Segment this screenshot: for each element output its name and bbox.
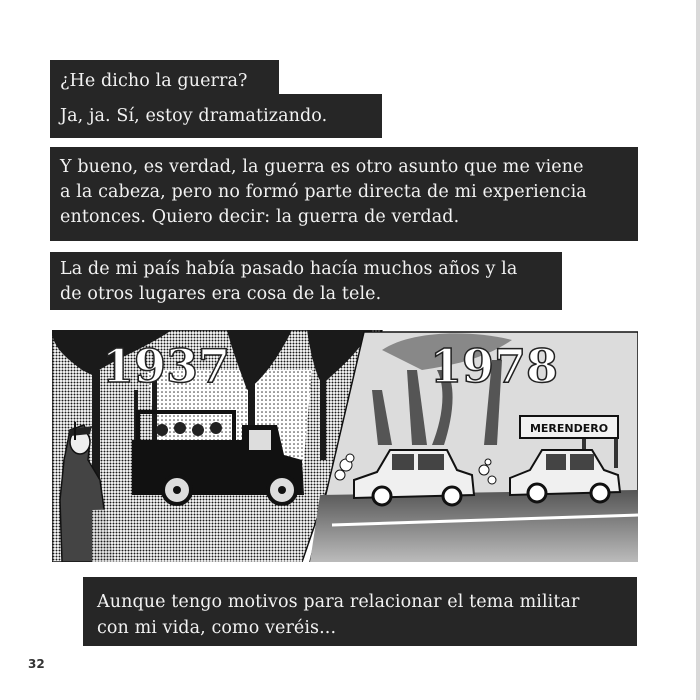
page-edge: [696, 0, 700, 700]
page-number: 32: [28, 657, 45, 671]
caption-box-2: [50, 94, 382, 138]
sign-text: MERENDERO: [529, 422, 609, 435]
caption-text: ¿He dicho la guerra?: [60, 71, 248, 91]
caption-text: Ja, ja. Sí, estoy dramatizando.: [60, 106, 328, 126]
year-1978: 1978: [430, 339, 559, 393]
caption-line: entonces. Quiero decir: la guerra de verdad.: [60, 207, 460, 227]
caption-box-3: [50, 147, 638, 241]
year-1937: 1937: [102, 339, 231, 393]
caption-box-4: [50, 252, 562, 310]
caption-line: de otros lugares era cosa de la tele.: [60, 284, 382, 304]
caption-box-5: [83, 577, 637, 646]
comic-panels: [52, 330, 638, 562]
caption-line: La de mi país había pasado hacía muchos años y la: [60, 259, 518, 279]
caption-line: Aunque tengo motivos para relacionar el tema militar: [97, 592, 580, 612]
caption-line: con mi vida, como veréis...: [97, 618, 337, 638]
panel-1978: [310, 332, 638, 562]
caption-line: a la cabeza, pero no formó parte directa de mi experiencia: [60, 182, 587, 202]
caption-line: Y bueno, es verdad, la guerra es otro asunto que me viene: [60, 157, 584, 177]
